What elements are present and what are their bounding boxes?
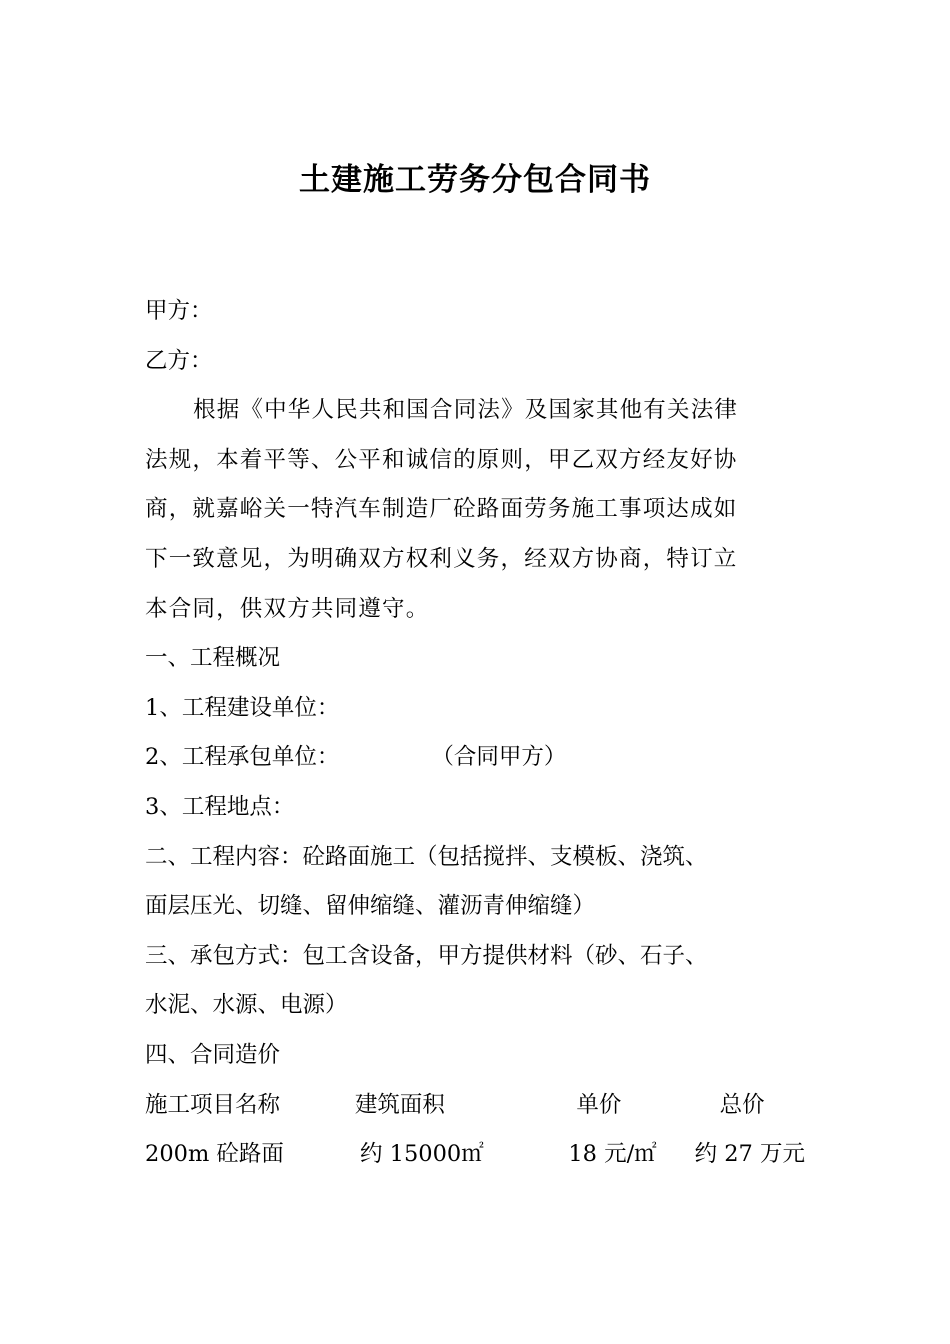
preamble-line: 根据《中华人民共和国合同法》及国家其他有关法律 — [193, 397, 739, 424]
price-header-item: 施工项目名称 — [145, 1091, 281, 1118]
overview-item-builder: 1、工程建设单位： — [145, 694, 340, 721]
price-cell-unit: 18 元/㎡ — [568, 1141, 657, 1168]
section-heading-overview: 一、工程概况 — [145, 645, 281, 672]
section-contract-method-line: 三、承包方式：包工含设备，甲方提供材料（砂、石子、 — [145, 942, 708, 969]
price-cell-item: 200m 砼路面 — [145, 1141, 284, 1168]
section-content-line: 面层压光、切缝、留伸缩缝、灌沥青伸缩缝） — [145, 893, 596, 920]
contractor-note: （合同甲方） — [431, 744, 567, 771]
section-content-line: 二、工程内容：砼路面施工（包括搅拌、支模板、浇筑、 — [145, 843, 708, 870]
preamble-line: 法规，本着平等、公平和诚信的原则，甲乙双方经友好协 — [145, 446, 738, 473]
preamble-line: 下一致意见，为明确双方权利义务，经双方协商，特订立 — [145, 545, 738, 572]
preamble-line: 本合同，供双方共同遵守。 — [145, 595, 430, 622]
table-row — [145, 1130, 805, 1180]
party-b-line: 乙方： — [145, 347, 213, 374]
document-title: 土建施工劳务分包合同书 — [299, 162, 651, 198]
section-heading-price: 四、合同造价 — [145, 1041, 281, 1068]
price-cell-total: 约 27 万元 — [694, 1141, 805, 1168]
party-a-line: 甲方： — [145, 298, 213, 324]
price-header-unit: 单价 — [576, 1091, 622, 1118]
document-body — [145, 287, 805, 1180]
overview-item-location: 3、工程地点： — [145, 793, 295, 820]
preamble-paragraph — [145, 386, 805, 634]
section-contract-method-line: 水泥、水源、电源） — [145, 992, 348, 1019]
price-table-header — [145, 1081, 805, 1131]
price-cell-area: 约 15000㎡ — [360, 1141, 484, 1168]
preamble-line: 商，就嘉峪关一特汽车制造厂砼路面劳务施工事项达成如 — [145, 496, 738, 523]
price-header-area: 建筑面积 — [354, 1091, 445, 1118]
overview-item-contractor — [145, 733, 805, 783]
price-header-total: 总价 — [719, 1091, 765, 1118]
contractor-label: 2、工程承包单位： — [145, 744, 340, 771]
